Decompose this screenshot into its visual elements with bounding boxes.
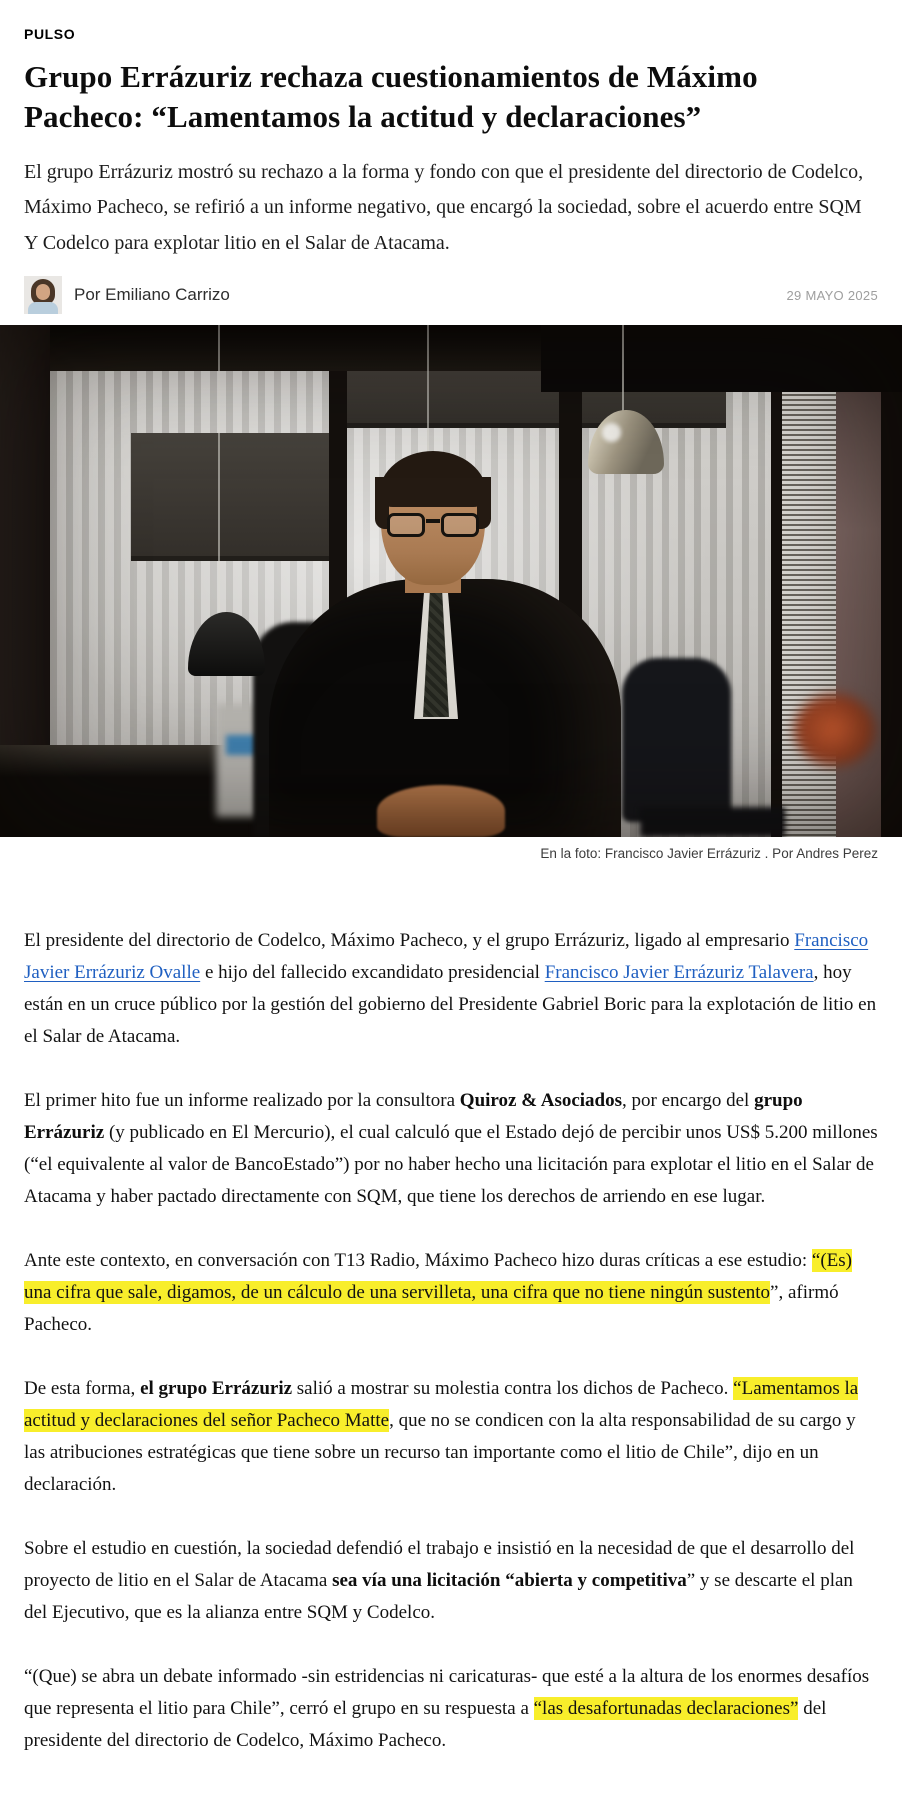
body-text: El presidente del directorio de Codelco, Máximo Pacheco, y el grupo Errázuriz, ligado al empresario [24, 930, 795, 952]
body-text: (y publicado en El Mercurio), el cual calculó que el Estado dejó de percibir unos US$ 5.200 millones (“el equivalente al valor de BancoEstado”) por no haber hecho una licitación para explotar el litio en el Salar de Atacama y haber pactado directamente con SQM, que tiene los derechos de arriendo en ese lugar. [24, 1122, 878, 1208]
body-text: “(Que) se abra un debate informado -sin estridencias ni caricaturas- que esté a la altura de los enormes desafíos que representa el litio para Chile”, cerró el grupo en su respuesta a [24, 1666, 870, 1720]
article-paragraph [24, 1373, 878, 1501]
body-text: del presidente del directorio de Codelco, Máximo Pacheco. [24, 1698, 827, 1752]
highlighted-text: “Lamentamos la actitud y declaraciones del señor Pacheco Matte [24, 1378, 859, 1432]
body-text: ”, afirmó Pacheco. [24, 1282, 839, 1336]
article-paragraph [24, 1533, 878, 1629]
highlighted-text: “(Es) una cifra que sale, digamos, de un cálculo de una servilleta, una cifra que no tiene ningún sustento [24, 1250, 852, 1304]
article-paragraph [24, 1661, 878, 1757]
inline-link[interactable]: Francisco Javier Errázuriz Ovalle [24, 930, 869, 984]
body-text: Sobre el estudio en cuestión, la sociedad defendió el trabajo e insistió en la necesidad de que el desarrollo del proyecto de litio en el Salar de Atacama [24, 1538, 855, 1592]
body-text: ” y se descarte el plan del Ejecutivo, que es la alianza entre SQM y Codelco. [24, 1570, 853, 1624]
avatar-face [36, 284, 50, 300]
body-text: , por encargo del [622, 1090, 755, 1112]
photo-caption: En la foto: Francisco Javier Errázuriz . Por Andres Perez [540, 846, 878, 862]
article-paragraph [24, 1245, 878, 1341]
author-name[interactable]: Por Emiliano Carrizo [74, 285, 230, 305]
publish-date: 29 MAYO 2025 [786, 287, 878, 303]
body-text: e hijo del fallecido excandidato presidencial [200, 962, 545, 984]
bold-text: grupo Errázuriz [24, 1090, 803, 1144]
article-lede: El grupo Errázuriz mostró su rechazo a la forma y fondo con que el presidente del directorio de Codelco, Máximo Pacheco, se refirió a un informe negativo, que encargó la sociedad, sobre el acuerdo entre SQM Y Codelco para explotar litio en el Salar de Atacama. [24, 160, 864, 254]
byline [24, 275, 878, 315]
inline-link[interactable]: Francisco Javier Errázuriz Talavera [544, 962, 814, 984]
body-text: De esta forma, [24, 1378, 141, 1400]
body-text: , que no se condicen con la alta responsabilidad de su cargo y las atribuciones estratégicas que tiene sobre un recurso tan importante como el litio de Chile”, dijo en un declaración. [24, 1410, 856, 1496]
section-label[interactable]: PULSO [24, 26, 76, 42]
article-body [24, 925, 878, 1757]
author-avatar[interactable] [24, 276, 62, 314]
article-paragraph [24, 925, 878, 1053]
highlighted-text: “las desafortunadas declaraciones” [533, 1698, 799, 1720]
bold-text: sea vía una licitación “abierta y competitiva [332, 1570, 687, 1592]
photo-vignette [0, 325, 902, 837]
body-text: , hoy están en un cruce público por la gestión del gobierno del Presidente Gabriel Boric para la explotación de litio en el Salar de Atacama. [24, 962, 877, 1048]
bold-text: Quiroz & Asociados [459, 1090, 623, 1112]
article-hero-photo [0, 325, 902, 837]
page-title: Grupo Errázuriz rechaza cuestionamientos de Máximo Pacheco: “Lamentamos la actitud y declaraciones” [24, 59, 758, 135]
article-paragraph [24, 1085, 878, 1213]
bold-text: el grupo Errázuriz [140, 1378, 293, 1400]
body-text: salió a mostrar su molestia contra los dichos de Pacheco. [292, 1378, 734, 1400]
body-text: El primer hito fue un informe realizado por la consultora [24, 1090, 460, 1112]
avatar-shirt [28, 302, 58, 314]
body-text: Ante este contexto, en conversación con T13 Radio, Máximo Pacheco hizo duras críticas a ese estudio: [24, 1250, 812, 1272]
